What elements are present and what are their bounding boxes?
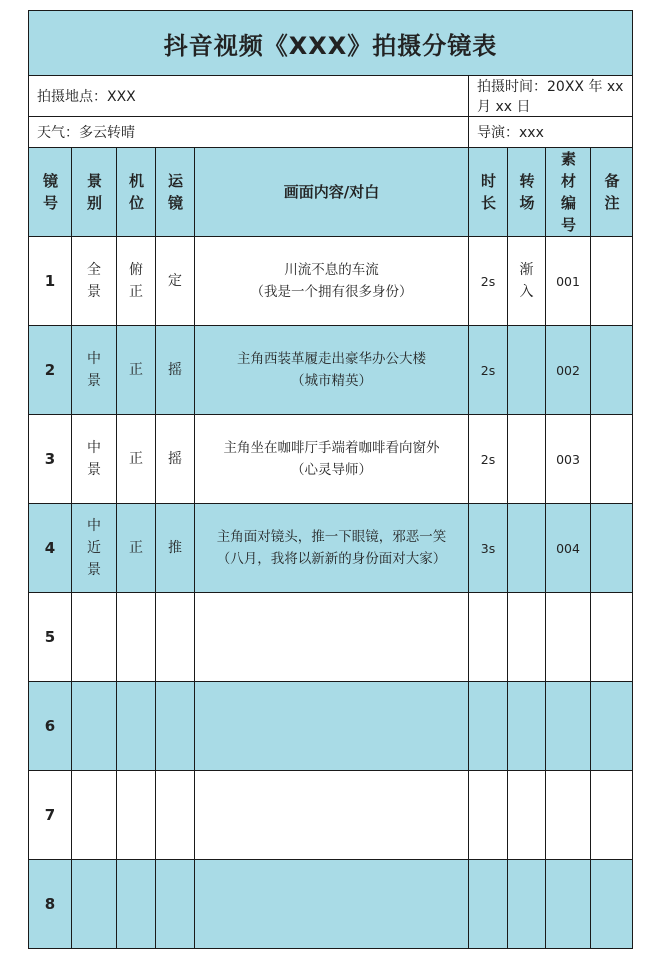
table-row [29,237,633,326]
cell-no: 2 [29,326,72,415]
cell-material: 002 [546,326,591,415]
header-content: 画面内容/对白 [195,148,469,237]
cell-angle [117,860,156,949]
table-row [29,771,633,860]
storyboard-sheet [28,10,632,949]
cell-remark [591,682,633,771]
table-row [29,326,633,415]
cell-angle [117,593,156,682]
cell-remark [591,326,633,415]
shooting-location: 拍摄地点：XXX [29,76,469,117]
cell-angle: 正 [117,504,156,593]
cell-remark [591,237,633,326]
cell-no: 6 [29,682,72,771]
cell-move: 摇 [156,326,195,415]
cell-transition [508,682,546,771]
header-move: 运镜 [156,148,195,237]
cell-remark [591,860,633,949]
header-material: 素材编号 [546,148,591,237]
cell-remark [591,415,633,504]
storyboard-table [28,10,633,949]
weather: 天气：多云转晴 [29,117,469,148]
table-row [29,504,633,593]
cell-remark [591,771,633,860]
dialogue-line: （我是一个拥有很多身份） [250,284,413,300]
cell-content [195,593,469,682]
cell-material [546,593,591,682]
cell-transition [508,860,546,949]
cell-move [156,593,195,682]
header-angle: 机位 [117,148,156,237]
cell-shot: 中景 [72,326,117,415]
cell-remark [591,593,633,682]
cell-material: 003 [546,415,591,504]
shooting-time: 拍摄时间：20XX 年 xx 月 xx 日 [469,76,633,117]
cell-transition [508,326,546,415]
cell-move: 定 [156,237,195,326]
cell-material [546,771,591,860]
cell-shot: 中景 [72,415,117,504]
cell-duration [469,860,508,949]
table-row [29,593,633,682]
cell-material: 004 [546,504,591,593]
cell-duration: 3s [469,504,508,593]
table-row [29,682,633,771]
cell-content [195,860,469,949]
cell-duration [469,771,508,860]
dialogue-line: （心灵导师） [291,462,372,478]
cell-remark [591,504,633,593]
cell-content [195,326,469,415]
cell-shot [72,682,117,771]
cell-shot: 中近景 [72,504,117,593]
cell-transition: 渐入 [508,237,546,326]
content-line: 川流不息的车流 [284,262,379,278]
cell-material [546,860,591,949]
cell-shot [72,593,117,682]
cell-transition [508,504,546,593]
table-row [29,860,633,949]
cell-move: 摇 [156,415,195,504]
dialogue-line: （八月，我将以新新的身份面对大家） [216,551,447,567]
content-line: 主角面对镜头，推一下眼镜，邪恶一笑 [216,529,447,545]
header-shot: 景别 [72,148,117,237]
content-line: 主角坐在咖啡厅手端着咖啡看向窗外 [223,440,440,456]
cell-angle: 正 [117,326,156,415]
table-header-row [29,148,633,237]
cell-duration: 2s [469,326,508,415]
cell-duration: 2s [469,237,508,326]
cell-angle [117,771,156,860]
cell-transition [508,593,546,682]
cell-transition [508,415,546,504]
cell-shot [72,771,117,860]
header-no: 镜号 [29,148,72,237]
cell-content [195,682,469,771]
cell-angle: 俯正 [117,237,156,326]
header-duration: 时长 [469,148,508,237]
cell-transition [508,771,546,860]
cell-shot: 全景 [72,237,117,326]
sheet-title: 抖音视频《XXX》拍摄分镜表 [29,11,633,76]
cell-material: 001 [546,237,591,326]
cell-material [546,682,591,771]
cell-no: 8 [29,860,72,949]
director: 导演：xxx [469,117,633,148]
header-transition: 转场 [508,148,546,237]
cell-content [195,415,469,504]
cell-no: 3 [29,415,72,504]
cell-shot [72,860,117,949]
cell-duration: 2s [469,415,508,504]
content-line: 主角西装革履走出豪华办公大楼 [237,351,426,367]
cell-move [156,860,195,949]
table-row [29,415,633,504]
cell-duration [469,682,508,771]
cell-move: 推 [156,504,195,593]
cell-angle: 正 [117,415,156,504]
cell-content [195,504,469,593]
cell-content [195,771,469,860]
cell-no: 4 [29,504,72,593]
cell-no: 5 [29,593,72,682]
cell-no: 7 [29,771,72,860]
cell-content [195,237,469,326]
dialogue-line: （城市精英） [291,373,372,389]
cell-no: 1 [29,237,72,326]
cell-move [156,682,195,771]
cell-duration [469,593,508,682]
cell-angle [117,682,156,771]
cell-move [156,771,195,860]
header-remark: 备注 [591,148,633,237]
